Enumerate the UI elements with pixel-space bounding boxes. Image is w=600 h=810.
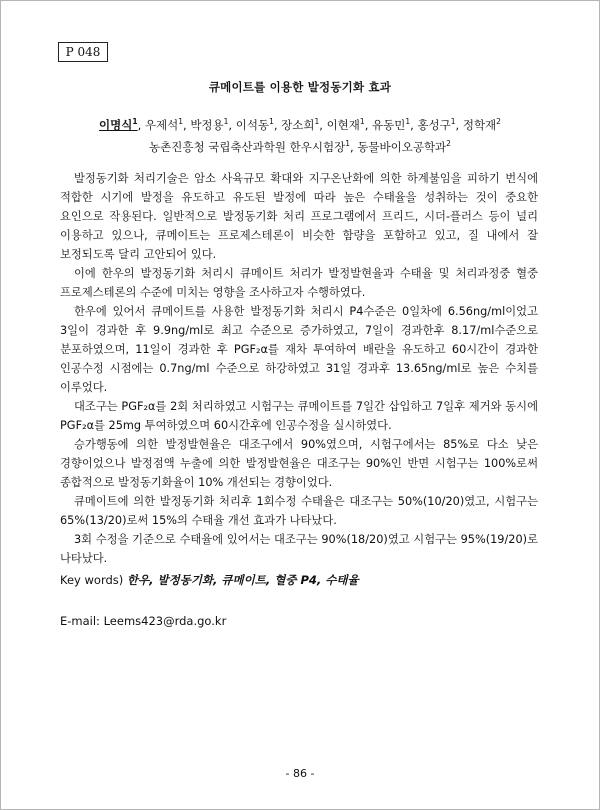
paragraph: 이에 한우의 발정동기화 처리시 큐메이트 처리가 발정발현율과 수태율 및 처리과정중 혈중 프로제스테론의 수준에 미치는 영향을 조사하고자 수행하였다.: [60, 267, 538, 299]
affiliation-1: 농촌진흥청 국립축산과학원 한우시험장$^1$: [149, 139, 350, 154]
lead-author: 이명식$^1$: [99, 117, 138, 132]
affiliation-2: 동물바이오공학과$^2$: [357, 139, 451, 154]
co-author: 정학재$^2$: [462, 117, 501, 132]
co-author: 우제석$^1$: [144, 117, 183, 132]
paragraph: 발정동기화 처리기술은 암소 사육규모 확대와 지구온난화에 의한 하계불임을 피하기 번식에 적합한 시기에 발정을 유도하고 유도된 발정에 따라 높은 수태율을 성취하는 것이 중요한 요인으로 작용된다. 일반적으로 발정동기화 처리 프로그램에서 프리드, 시더-플러스 등이 널리 이용하고 있으나, 큐메이트는 프로제스테론이 비슷한 함량을 포함하고 있고, 질 내에서 잘 보정되도록 달리 고안되어 있다.: [60, 172, 538, 261]
co-author: 유동민$^1$: [372, 117, 411, 132]
author-list: [0, 117, 600, 133]
co-author: 장소희$^1$: [281, 117, 320, 132]
page-number: - 86 -: [285, 767, 315, 780]
paragraph: 큐메이트에 의한 발정동기화 처리후 1회수정 수태율은 대조구는 50%(10/20)였고, 시험구는 65%(13/20)로써 15%의 수태율 개선 효과가 나타났다.: [60, 495, 538, 527]
email-line: [60, 614, 226, 628]
email-label: E-mail:: [60, 614, 100, 628]
affiliations: 농촌진흥청 국립축산과학원 한우시험장$^1$, 동물바이오공학과$^2$: [149, 139, 451, 154]
paragraph: 한우에 있어서 큐메이트를 사용한 발정동기화 처리시 P4수준은 0일차에 6.56ng/ml이었고 3일이 경과한 후 9.9ng/ml로 최고 수준으로 증가하였고, 7일이 경과한후 8.17/ml수준으로 분포하였으며, 11일이 경과한 후 PGF₂α를 재차 투여하여 배란을 유도하고 60시간이 경과한 인공수정 시점에는 0.7ng/ml 수준으로 하강하였고 31일 경과후 13.65ng/ml로 높은 수치를 이루었다.: [60, 305, 538, 394]
abstract-code: P 048: [58, 42, 108, 62]
co-author: 이석동$^1$: [235, 117, 274, 132]
abstract-title: 큐메이트를 이용한 발정동기화 효과: [208, 80, 392, 94]
co-author: 이현재$^1$: [326, 117, 365, 132]
keywords-value: 한우, 발정동기화, 큐메이트, 혈중 P4, 수태율: [126, 573, 359, 587]
co-author: 홍성구$^1$: [417, 117, 456, 132]
paragraph: 3회 수정을 기준으로 수태율에 있어서는 대조구는 90%(18/20)였고 시험구는 95%(19/20)로 나타났다.: [60, 533, 538, 565]
co-author: 박정용$^1$: [190, 117, 229, 132]
abstract-body: [60, 169, 538, 568]
email-address: Leems423@rda.go.kr: [103, 614, 227, 628]
keywords-line: [60, 572, 359, 588]
co-authors: , 우제석$^1$, 박정용$^1$, 이석동$^1$, 장소희$^1$, 이현재$^1$, 유동민$^1$, 홍성구$^1$, 정학재$^2$: [137, 117, 501, 132]
paragraph: 승가행동에 의한 발정발현율은 대조구에서 90%였으며, 시험구에서는 85%로 다소 낮은 경향이었으나 발정점액 누출에 의한 발정발현율은 대조구는 90%인 반면 시험구는 100%로써 종합적으로 발정동기화율이 10% 개선되는 경향이었다.: [60, 438, 538, 489]
paragraph: 대조구는 PGF₂α를 2회 처리하였고 시험구는 큐메이트를 7일간 삽입하고 7일후 제거와 동시에 PGF₂α를 25mg 투여하였으며 60시간후에 인공수정을 실시하였다.: [60, 400, 538, 432]
keywords-label: Key words): [60, 573, 124, 587]
